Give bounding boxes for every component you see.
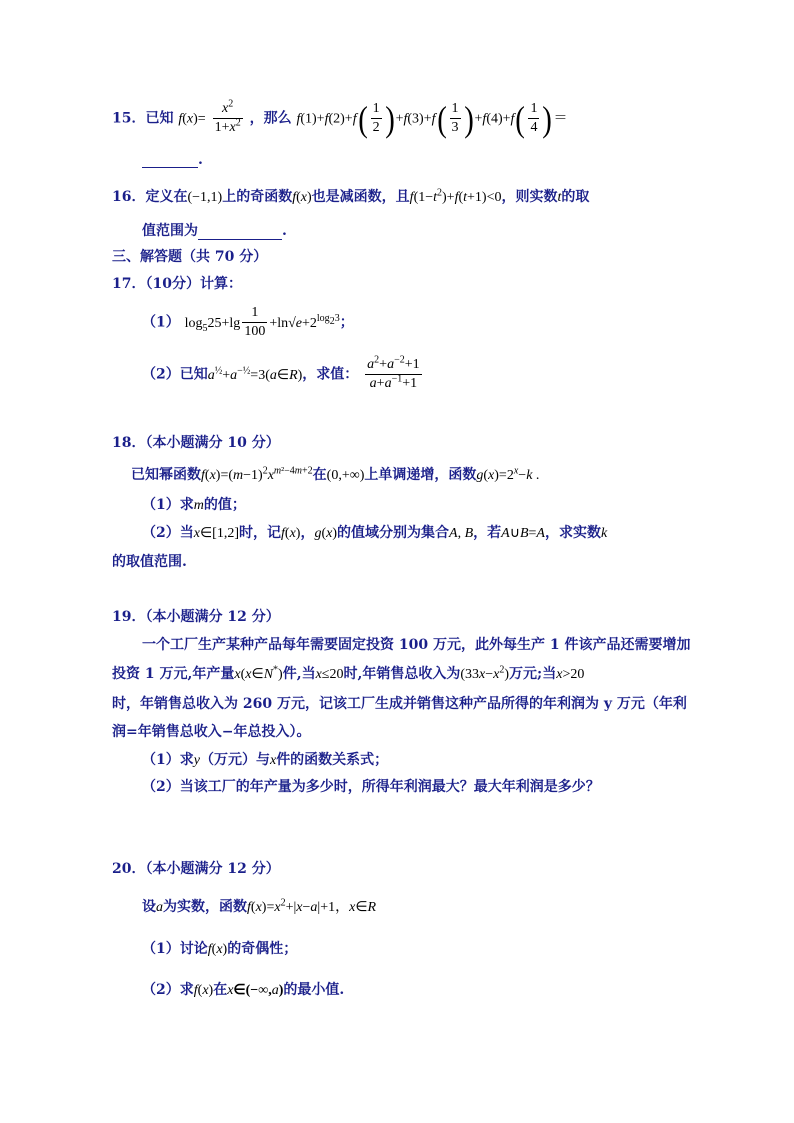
q17-heading: 17．（10分）计算：: [112, 276, 242, 292]
q16-line1: 16．定义在(−1,1)上的奇函数f(x)也是减函数，且$f(1-t^2)+f(t+1)<0$，则实数t的取: [112, 187, 590, 205]
q16-answer-blank[interactable]: [198, 225, 282, 240]
q15-number: 15．: [112, 110, 146, 127]
q18-line1: 已知幂函数$f(x)=(m-1)^2x^{m^2-4m+2}$在(0,+∞)上单调递增，函数$g(x)=2^x-k$ .: [131, 465, 540, 483]
q20-part1: （1）讨论f(x)的奇偶性；: [142, 941, 298, 957]
q16-interval: (−1,1): [187, 190, 223, 205]
q20-line1: 设a为实数，函数$f(x)=x^2+|x-a|+1$，x∈R: [142, 897, 377, 915]
q20-part2: （2）求f(x)在x∈(−∞,a)的最小值.: [142, 982, 345, 998]
q18-heading: 18．（本小题满分 10 分）: [112, 435, 280, 451]
q18-part1: （1）求m的值；: [142, 497, 246, 513]
q18-part2: （2）当x∈[1,2]时，记f(x)，g(x)的值域分别为集合A, B，若A∪B=A，求实数k: [142, 525, 608, 541]
q19-heading: 19．（本小题满分 12 分）: [112, 609, 280, 625]
q15-given: 已知: [145, 110, 174, 127]
q19-line1: 一个工厂生产某种产品每年需要固定投资 100 万元，此外每生产 1 件该产品还需要增加: [142, 637, 691, 653]
q16-line2: 值范围为 .: [142, 223, 287, 239]
section3-heading: 三、解答题（共 70 分）: [112, 249, 268, 265]
q19-part1: （1）求y（万元）与x件的函数关系式；: [142, 752, 389, 768]
q16-number: 16．: [112, 189, 146, 205]
q19-line3: 时，年销售总收入为 260 万元，记该工厂生成并销售这种产品所得的年利润为 y 万元（年利: [112, 696, 687, 712]
q15-answer-blank[interactable]: [142, 153, 198, 168]
q15-fraction: $\frac{x^2}{1+x^2}$: [214, 98, 241, 135]
q15-fx: f: [178, 111, 183, 127]
q19-line4: 润=年销售总收入−年总投入）。: [112, 724, 311, 740]
q17-part1: （1） $\log_525+\lg$ $\frac{1}{100}$ $+\ln√e+2^{log_23}$；: [142, 305, 354, 339]
q18-part2-cont: 的取值范围.: [112, 554, 187, 570]
q20-heading: 20．（本小题满分 12 分）: [112, 861, 280, 877]
q15-then: ，那么: [249, 110, 292, 127]
q19-part2: （2）当该工厂的年产量为多少时，所得年利润最大？最大年利润是多少？: [142, 779, 600, 795]
q16-inequality: $f(1-t^2)+f(t+1)<0$: [409, 187, 502, 205]
q19-line2: 投资 1 万元,年产量x(x∈N*)件,当x≤20时,年销售总收入为$(33x-x^2)$万元;当x>20: [112, 664, 585, 682]
q17-part2: （2）已知$a^{\frac{1}{2}}+a^{-\frac{1}{2}}=3(a\in R)$，求值： $\frac{a^2+a^{-2}+1}{a+a^{-1}+1}$: [142, 354, 420, 391]
q15-line1: 15．已知 f(x)= $\frac{x^2}{1+x^2}$ ，那么 f(1)+f(2)+f( $\frac{1}{2}$ )+f(3)+f( $\frac{1}{3}$ )+f(4)+f( $\frac{1}{4}$ )＝: [112, 98, 568, 139]
q15-sum: f(1)+f(2)+f: [296, 111, 357, 127]
q15-line2: .: [142, 152, 203, 168]
